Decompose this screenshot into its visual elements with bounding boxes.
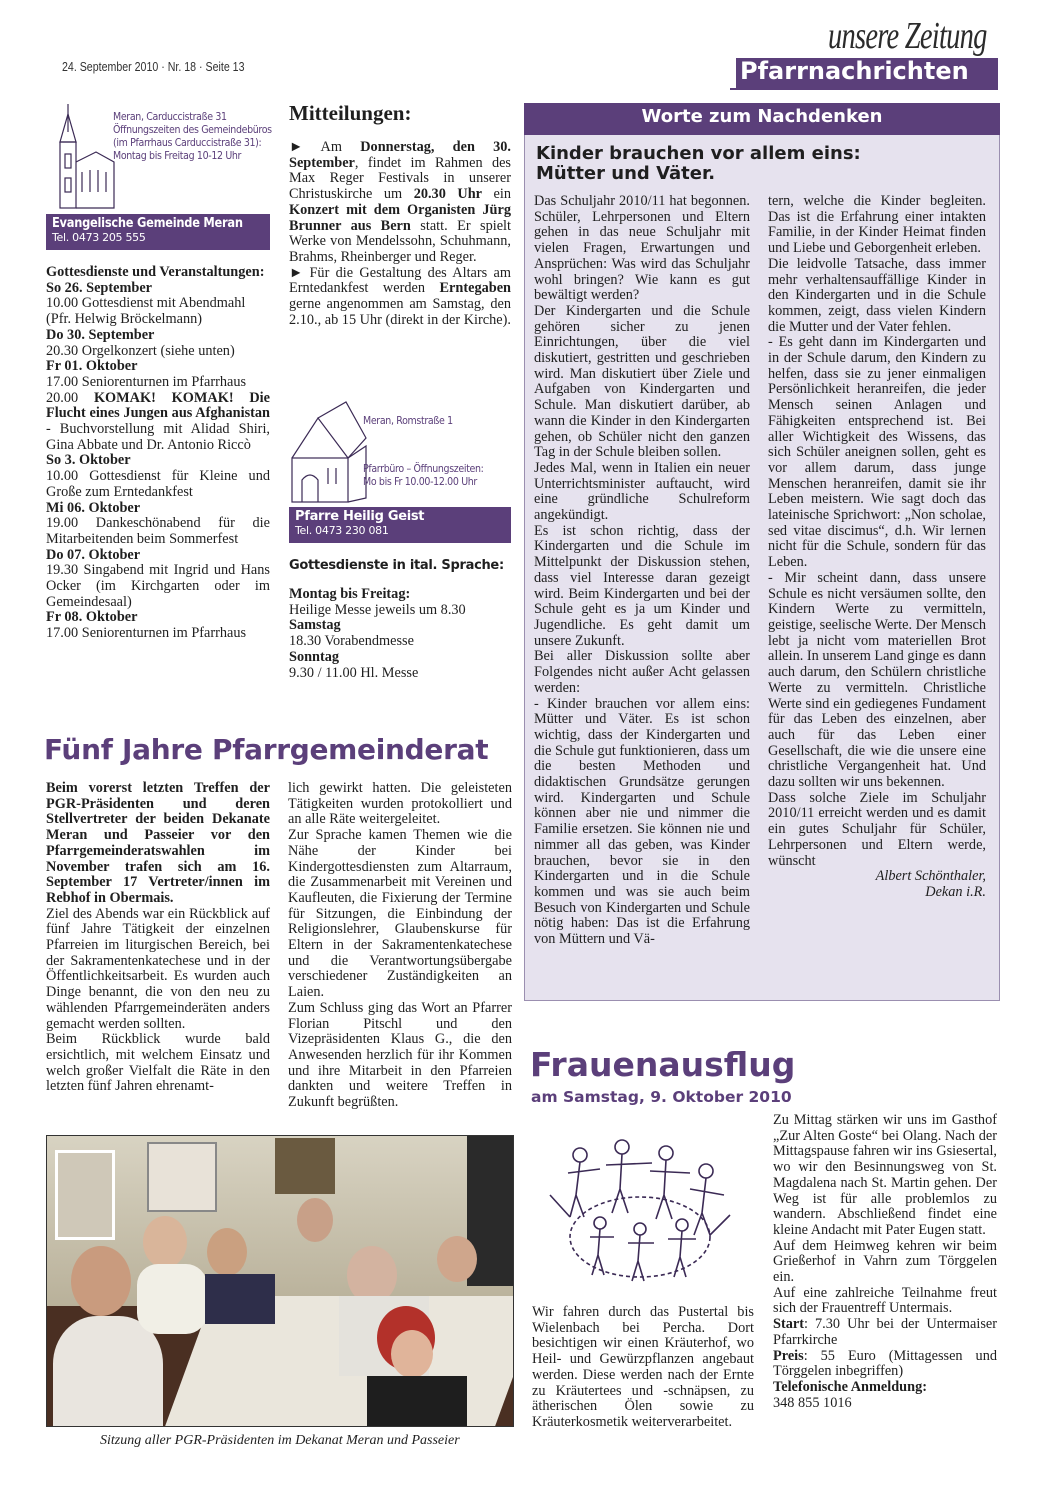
paragraph: Bei aller Diskussion sollte aber Folgendes nicht außer Acht gelassen werden: bbox=[534, 648, 750, 696]
geist-services bbox=[289, 587, 511, 681]
paragraph: lich gewirkt hatten. Die geleisteten Tätigkeiten wurden protokolliert und an alle Räte weitergeleitet. bbox=[288, 780, 512, 828]
geist-name-bar bbox=[289, 507, 511, 543]
worte-col-1 bbox=[534, 194, 750, 948]
event-date: So 3. Oktober bbox=[46, 452, 131, 469]
service-day: Montag bis Freitag: bbox=[289, 586, 411, 602]
paragraph: - Mir scheint dann, dass unsere Schule es nicht versäumen sollte, den Kindern Werte zu vermitteln, geistige, seelische Werte. Der Mensch lebt ja nicht vom materiellen Brot allein. In unserem Land ginge es dann auch darum, den Schülern christliche Werte zu vermitteln. Christliche Werte sind ein gediegenes Fundament für das Leben des einzelnen, aber auch für das Leben einer Gesellschaft, die wie die unsere eine christliche Vergangenheit hat. Und dazu sollten wir uns bekennen. bbox=[768, 569, 986, 791]
service-time: 18.30 Vorabendmesse bbox=[289, 633, 414, 650]
price-value: : 55 Euro (Mittagessen und Törggelen inbegriffen) bbox=[773, 1347, 997, 1380]
bold-run: Konzert mit dem Organisten Jürg Brunner aus Bern bbox=[289, 201, 511, 234]
start-label: Start bbox=[773, 1316, 804, 1333]
paragraph: Zum Schluss ging das Wort an Pfarrer Florian Pitschl und den Vizepräsidenten Klaus G., die den Anwesenden herzlich für ihr Kommen und ihre Mitarbeit in den Pfarreien dankten und weitere Treffen in Zukunft begrüßten. bbox=[288, 999, 512, 1111]
paragraph: Der Kindergarten und die Schule gehören sicher zu jenen Einrichtungen, über die viel diskutiert, gestritten und geschrieben wird. Man diskutiert über Ziele und Aufgaben von Kindergarten und Schule. Man diskutiert darüber, ab wann die Kinder in den Kindergarten gehen, ob Schüler nicht den ganzen Tag in der Schule bleiben sollen. bbox=[534, 302, 750, 461]
event-text: 19.30 Singabend mit Ingrid und Hans Ocker (im Kirchgarten oder im Gemeindesaal) bbox=[46, 562, 270, 610]
evang-address bbox=[113, 110, 276, 162]
event-date: Do 07. Oktober bbox=[46, 546, 141, 563]
church-drawing-icon bbox=[46, 102, 116, 212]
paragraph: - Kinder brauchen vor allem eins: Mütter und Väter. Es ist schon wichtig, dass der Kindergarten und die Schule gut funktionieren, dass um die besten Methoden und didaktischen Grundsätze gerungen wird. Kindergarten und Schule können aber nie und nimmer die Familie ersetzen. Sie können nie und nimmer all das geben, was Kinder brauchen, bevor sie in den Kindergarten und in die Schule kommen und was sie auch beim Besuch von Kindergarten und Schule nötig haben: Das ist die Erfahrung von Müttern und Vä- bbox=[534, 695, 751, 948]
paragraph: Zu Mittag stärken wir uns im Gasthof „Zur Alten Goste“ bei Olang. Nach der Mittagspause fahren wir ins Gsiesertal, wo wir den Besinnungsweg von St. Magdalena nach St. Martin gehen. Der Weg ist für alle problemlos zu wandern. Abschließend findet eine kleine Andacht mit Pater Eugen statt. bbox=[773, 1112, 997, 1238]
price-label: Preis bbox=[773, 1347, 804, 1364]
newspaper-logo: unsere Zeitung bbox=[828, 15, 987, 57]
frauen-subtitle: am Samstag, 9. Oktober 2010 bbox=[531, 1088, 792, 1106]
photo-person bbox=[437, 1236, 477, 1282]
paragraph: tern, welche die Kinder begleiten. Das ist die Erfahrung einer intakten Familie, in der Kinder Heimat finden und Liebe und Geborgenheit erleben. bbox=[768, 193, 986, 257]
pgr-col-2 bbox=[288, 781, 512, 1111]
geist-heading: Gottesdienste in ital. Sprache: bbox=[289, 558, 504, 573]
paragraph: Die leidvolle Tatsache, dass immer mehr verhaltensauffällige Kinder in den Kindergarten und in die Schule kommen, zeigt, dass vielen Kindern die Mutter und der Vater fehlen. bbox=[768, 255, 986, 335]
event-text: 17.00 Seniorenturnen im Pfarrhaus bbox=[46, 373, 247, 390]
text-run: ein bbox=[482, 186, 511, 203]
event-bold-title: KOMAK! KOMAK! Die Flucht eines Jungen aus Afghanistan bbox=[46, 389, 270, 422]
photo-person bbox=[205, 1274, 275, 1324]
event-text: 10.00 Gottesdienst für Kleine und Große zum Erntedankfest bbox=[46, 468, 270, 500]
event-text: 10.00 Gottesdienst mit Abendmahl (Pfr. Helwig Bröckelmann) bbox=[46, 295, 246, 328]
paragraph: - Es geht dann im Kindergarten und in der Schule darum, den Kindern zu helfen, dass sie zu jener einmaligen Persönlichkeit heranreifen, die jeder Mensch seinen Anlagen und Fähigkeiten entsprechend ist. Bei aller Wichtigkeit des Wissens, das sich Schüler aneignen sollen, geht es vor allem darum, dass junge Menschen heranreifen, damit sie ihr Leben meistern. Wie sagt doch das lateinische Sprichwort: „Non scholae, sed vitae discimus“, d.h. Wir lernen nicht für die Schule, sondern für das Leben. bbox=[768, 334, 986, 571]
evang-hours-line: Öffnungszeiten des Gemeindebüros bbox=[113, 123, 272, 136]
issue-date-line: 24. September 2010 · Nr. 18 · Seite 13 bbox=[62, 60, 245, 74]
geist-address: Meran, Romstraße 1 bbox=[363, 414, 453, 427]
frauen-right-text bbox=[773, 1113, 997, 1411]
event-date: So 26. September bbox=[46, 279, 153, 296]
photo-person bbox=[297, 1198, 333, 1242]
paragraph: Zur Sprache kamen Themen wie die Nähe der Kinder bei Kindergottesdiensten zum Altarraum, die Zusammenarbeit mit Vereinen und Kaufleuten, die Fixierung der Termine für Sitzungen, die Einbindung der Religionslehrer, Glaubenskurse für Eltern in der Sakramentenkatechese und die Verantwortungsübergabe verschiedener Zuständigkeiten an Laien. bbox=[288, 827, 512, 1001]
paragraph: Auf dem Heimweg kehren wir beim Grießerhof in Vahrn zum Törggelen ein. bbox=[773, 1237, 997, 1286]
photo-person bbox=[71, 1246, 131, 1316]
church-drawing-icon bbox=[288, 398, 368, 506]
worte-bar-title: Worte zum Nachdenken bbox=[641, 106, 883, 127]
event-date: Fr 01. Oktober bbox=[46, 358, 138, 375]
service-time: 9.30 / 11.00 Hl. Messe bbox=[289, 664, 419, 681]
photo-picture-frame bbox=[275, 1138, 335, 1194]
dancing-circle-drawing-icon bbox=[540, 1125, 740, 1290]
author-name: Albert Schönthaler, bbox=[875, 868, 986, 885]
geist-tel: Tel. 0473 230 081 bbox=[295, 524, 389, 537]
evang-address-line: Meran, Carduccistraße 31 bbox=[113, 110, 227, 123]
mitteilungen-text bbox=[289, 140, 511, 328]
bold-run: Donnerstag, den 30. September bbox=[289, 139, 511, 171]
phone-value: 348 855 1016 bbox=[773, 1394, 852, 1411]
text-run: ► Für die Gestaltung des Altars am Erntedankfest werden bbox=[289, 264, 511, 297]
paragraph: Ziel des Abends war ein Rückblick auf fünf Jahre Tätigkeit der einzelnen Pfarreien im liturgischen Bereich, bei der Sakramentenkatechese und in der Öffentlichkeitsarbeit. Es wurden auch Dinge benannt, die von den neu zu wählenden Pfarrgemeinderäten anders gemacht werden sollten. bbox=[46, 905, 270, 1032]
evang-services bbox=[46, 265, 270, 642]
photo-person bbox=[137, 1264, 207, 1334]
phone-label: Telefonische Anmeldung: bbox=[773, 1378, 927, 1395]
pgr-lead bbox=[46, 781, 270, 907]
start-value: : 7.30 Uhr bei der Untermaiser Pfarrkirche bbox=[773, 1316, 997, 1348]
pgr-col-1 bbox=[46, 781, 270, 1095]
paragraph: Dass solche Ziele im Schuljahr 2010/11 erreicht werden und es damit ein gutes Schuljahr für Schüler, Lehrpersonen und Eltern werde, wünscht bbox=[768, 789, 986, 869]
header-rule bbox=[730, 88, 998, 90]
event-date: Do 30. September bbox=[46, 326, 155, 343]
event-text: 20.30 Orgelkonzert (siehe unten) bbox=[46, 342, 235, 359]
paragraph: Auf eine zahlreiche Teilnahme freut sich der Frauentreff Untermais. bbox=[773, 1284, 997, 1317]
paragraph: Beim Rückblick wurde bald ersichtlich, mit welchem Einsatz und welch großer Vielfalt die Räte in den letzten fünf Jahren ehrenamt- bbox=[46, 1031, 270, 1095]
text-run: , findet im Rahmen des Max Reger Festivals in unserer Christuskirche um bbox=[289, 154, 511, 203]
geist-hours-line: Mo bis Fr 10.00-12.00 Uhr bbox=[363, 475, 477, 488]
text-run: statt. Er spielt Werke von Mendelssohn, Schuhmann, Brahms, Rheinberger und Reger. bbox=[289, 217, 511, 265]
frauen-left-text: Wir fahren durch das Pustertal bis Wielenbach bei Percha. Dort besichtigen wir einen Kräuterhof, wo Heil- und Gewürzpflanzen angebaut werden. Diese werden nach der Ernte zu Kräutertees und -schnäpsen, zu ätherischen Ölen sowie zu Kräuterkosmetik weiterverarbeitet. bbox=[532, 1304, 754, 1430]
meeting-photo bbox=[46, 1135, 514, 1427]
paragraph: Das Schuljahr 2010/11 hat begonnen. Schüler, Lehrpersonen und Eltern gehen in das neue Schuljahr mit vielen Fragen, Erwartungen und Ansprüchen: Was wird das Schuljahr wohl bringen? Wie kann es gut bewältigt werden? bbox=[534, 193, 750, 304]
pgr-title: Fünf Jahre Pfarrgemeinderat bbox=[44, 733, 489, 766]
event-text: - Buchvorstellung mit Alidad Shiri, Gina Abbate und Dr. Antonio Riccò bbox=[46, 421, 270, 453]
paragraph: Es ist schon richtig, dass der Kindergarten und die Schule im Mittelpunkt der Diskussion stehen, dass viel Interesse daran gezeigt wird. Beim Kindergarten und bei der Schule geht es ja um Kinder und Jugendliche. Es geht damit um unsere Zukunft. bbox=[534, 522, 750, 649]
worte-col-2 bbox=[768, 194, 986, 901]
bold-run: 20.30 Uhr bbox=[413, 186, 482, 203]
photo-person bbox=[391, 1330, 433, 1378]
event-date: Fr 08. Oktober bbox=[46, 609, 138, 626]
service-day: Samstag bbox=[289, 617, 341, 634]
section-title: Pfarrnachrichten bbox=[740, 57, 969, 85]
photo-person bbox=[53, 1316, 163, 1427]
photo-person bbox=[367, 1376, 467, 1427]
event-text: 19.00 Dankeschönabend für die Mitarbeitenden beim Sommerfest bbox=[46, 515, 270, 547]
photo-picture-frame bbox=[55, 1150, 115, 1240]
text-run: ► Am bbox=[289, 139, 361, 155]
service-time: Heilige Messe jeweils um 8.30 bbox=[289, 601, 466, 618]
event-text: 17.00 Seniorenturnen im Pfarrhaus bbox=[46, 625, 247, 642]
event-date: Mi 06. Oktober bbox=[46, 499, 141, 516]
photo-person bbox=[143, 1216, 187, 1268]
evang-tel: Tel. 0473 205 555 bbox=[52, 231, 146, 244]
paragraph: Jedes Mal, wenn in Italien ein neuer Unterrichtsminister auftaucht, wird eine gründliche Schulreform angekündigt. bbox=[534, 459, 750, 524]
bold-run: Erntegaben bbox=[439, 280, 511, 297]
evang-name: Evangelische Gemeinde Meran bbox=[52, 216, 243, 231]
photo-picture-frame bbox=[147, 1142, 217, 1212]
photo-caption: Sitzung aller PGR-Präsidenten im Dekanat Meran und Passeier bbox=[100, 1433, 460, 1448]
geist-name: Pfarre Heilig Geist bbox=[295, 509, 425, 524]
photo-person bbox=[207, 1228, 247, 1276]
author-title: Dekan i.R. bbox=[925, 883, 986, 900]
pgr-lead-text: Beim vorerst letzten Treffen der PGR-Präsidenten und deren Stellvertreter der beiden Dekanate Meran und Passeier vor den Pfarrgemeinderatswahlen im November trafen sich am 16. September 17 Vertreter/innen im Rebhof in Obermais. bbox=[46, 780, 270, 906]
geist-hours bbox=[363, 462, 484, 488]
evang-name-bar bbox=[46, 214, 270, 250]
evang-hours-line: (im Pfarrhaus Carduccistraße 31): bbox=[113, 136, 262, 149]
text-run: gerne angenommen am Samstag, den 2.10., ab 15 Uhr (direkt in der Kirche). bbox=[289, 296, 511, 328]
event-time: 20.00 bbox=[46, 389, 94, 406]
frauen-title: Frauenausflug bbox=[530, 1045, 796, 1084]
geist-hours-line: Pfarrbüro – Öffnungszeiten: bbox=[363, 462, 484, 475]
mitteilungen-title: Mitteilungen: bbox=[289, 101, 412, 125]
evang-hours-line: Montag bis Freitag 10-12 Uhr bbox=[113, 149, 242, 162]
services-heading: Gottesdienste und Veranstaltungen: bbox=[46, 264, 265, 280]
worte-headline: Kinder brauchen vor allem eins: Mütter und Väter. bbox=[536, 143, 861, 184]
service-day: Sonntag bbox=[289, 648, 340, 665]
